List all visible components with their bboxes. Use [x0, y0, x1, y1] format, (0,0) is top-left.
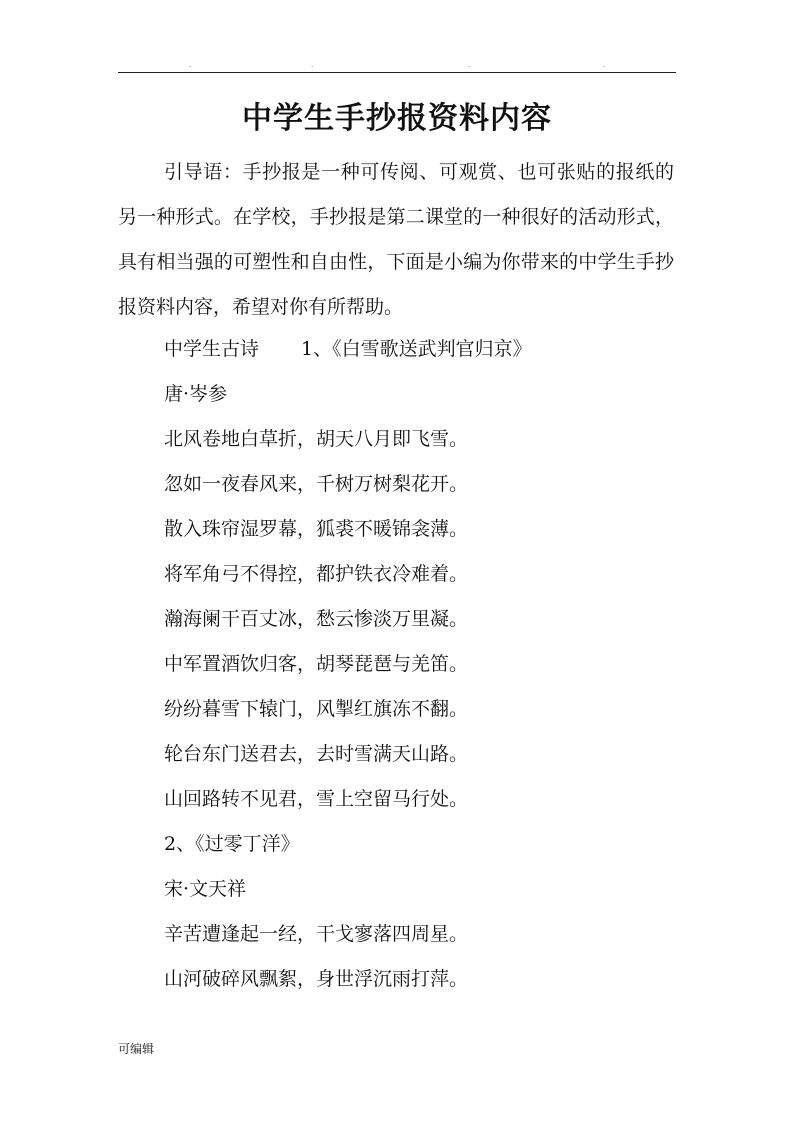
poem-line: 将军角弓不得控，都护铁衣冷难着。 — [164, 563, 469, 585]
poem-line: 散入珠帘湿罗幕，狐裘不暖锦衾薄。 — [164, 518, 469, 540]
poem-line: 纷纷暮雪下辕门，风掣红旗冻不翻。 — [164, 698, 469, 720]
header-dot: . — [603, 61, 606, 69]
poem-author: 唐·岑参 — [164, 383, 228, 405]
intro-text: 引导语：手抄报是一种可传阅、可观赏、也可张贴的报纸的另一种形式。在学校，手抄报是第二课堂的一种很好的活动形式，具有相当强的可塑性和自由性，下面是小编为你带来的中学生手抄报资料内容，希望对你有所帮助。 — [118, 161, 674, 318]
header-dot: . — [468, 61, 471, 69]
poem-line: 辛苦遭逢起一经，干戈寥落四周星。 — [164, 923, 469, 945]
poem-line: 瀚海阑干百丈冰，愁云惨淡万里凝。 — [164, 608, 469, 630]
intro-paragraph — [118, 150, 674, 330]
poem-title: 1、《白雪歌送武判官归京》 — [301, 338, 532, 360]
section-label: 中学生古诗 — [164, 338, 260, 360]
header-dots — [0, 62, 794, 68]
poem-line: 中军置酒饮归客，胡琴琵琶与羌笛。 — [164, 653, 469, 675]
header-rule — [118, 72, 676, 73]
poem-author: 宋·文天祥 — [164, 878, 247, 900]
header-dot: . — [311, 61, 314, 69]
poem-title: 2、《过零丁洋》 — [164, 833, 300, 855]
poem-line: 山河破碎风飘絮，身世浮沉雨打萍。 — [164, 968, 469, 990]
document-title: 中学生手抄报资料内容 — [242, 101, 552, 136]
header-dot: . — [189, 61, 192, 69]
poem-line: 北风卷地白草折，胡天八月即飞雪。 — [164, 428, 469, 450]
poem-section — [164, 331, 684, 1006]
poem-line: 忽如一夜春风来，千树万树梨花开。 — [164, 473, 469, 495]
poem-line: 山回路转不见君，雪上空留马行处。 — [164, 788, 469, 810]
section-heading-line — [164, 331, 684, 376]
footer-note: 可编辑 — [118, 1042, 155, 1056]
poem-line: 轮台东门送君去，去时雪满天山路。 — [164, 743, 469, 765]
